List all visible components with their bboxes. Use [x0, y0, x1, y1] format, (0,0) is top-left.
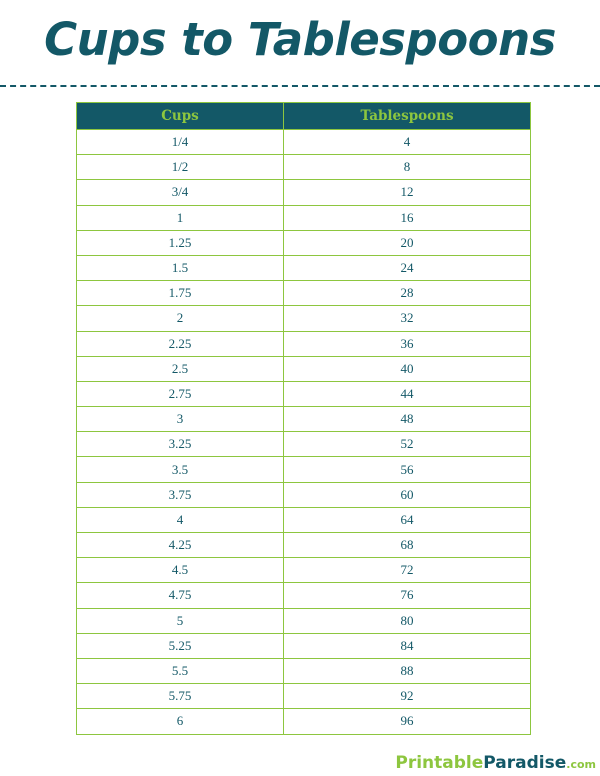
tablespoons-cell: 32 — [284, 306, 531, 331]
tablespoons-cell: 72 — [284, 558, 531, 583]
table-row — [77, 306, 531, 331]
tablespoons-cell: 84 — [284, 633, 531, 658]
tablespoons-cell: 12 — [284, 180, 531, 205]
page-title: Cups to Tablespoons — [44, 13, 556, 66]
tablespoons-cell: 56 — [284, 457, 531, 482]
column-header-cups: Cups — [77, 103, 284, 130]
tablespoons-cell: 88 — [284, 658, 531, 683]
cups-cell: 3/4 — [77, 180, 284, 205]
tablespoons-cell: 64 — [284, 507, 531, 532]
tablespoons-cell: 4 — [284, 130, 531, 155]
tablespoons-cell: 80 — [284, 608, 531, 633]
cups-cell: 1.5 — [77, 255, 284, 280]
cups-cell: 4.5 — [77, 558, 284, 583]
cups-cell: 1 — [77, 205, 284, 230]
cups-cell: 2.75 — [77, 381, 284, 406]
tablespoons-cell: 92 — [284, 684, 531, 709]
column-header-tablespoons: Tablespoons — [284, 103, 531, 130]
brand-text-com: .com — [566, 758, 596, 771]
table-row — [77, 255, 531, 280]
table-row — [77, 331, 531, 356]
tablespoons-cell: 52 — [284, 432, 531, 457]
cups-cell: 4 — [77, 507, 284, 532]
table-body — [77, 130, 531, 735]
table-row — [77, 709, 531, 734]
cups-cell: 4.25 — [77, 533, 284, 558]
table-row — [77, 608, 531, 633]
brand-logo — [395, 752, 596, 776]
table-row — [77, 205, 531, 230]
cups-cell: 5.75 — [77, 684, 284, 709]
tablespoons-cell: 8 — [284, 155, 531, 180]
table-row — [77, 180, 531, 205]
cups-cell: 5 — [77, 608, 284, 633]
table-row — [77, 356, 531, 381]
tablespoons-cell: 16 — [284, 205, 531, 230]
table-row — [77, 482, 531, 507]
table-row — [77, 230, 531, 255]
cups-cell: 3.25 — [77, 432, 284, 457]
table-row — [77, 507, 531, 532]
dashed-divider — [0, 85, 600, 87]
table-row — [77, 407, 531, 432]
tablespoons-cell: 68 — [284, 533, 531, 558]
cups-cell: 3.75 — [77, 482, 284, 507]
brand-text-printable: Printable — [395, 753, 484, 773]
table-row — [77, 684, 531, 709]
tablespoons-cell: 20 — [284, 230, 531, 255]
cups-cell: 2 — [77, 306, 284, 331]
table-row — [77, 658, 531, 683]
table-row — [77, 583, 531, 608]
cups-cell: 5.5 — [77, 658, 284, 683]
conversion-table — [76, 102, 531, 735]
tablespoons-cell: 40 — [284, 356, 531, 381]
table-row — [77, 381, 531, 406]
cups-cell: 1.75 — [77, 281, 284, 306]
tablespoons-cell: 48 — [284, 407, 531, 432]
cups-cell: 1/4 — [77, 130, 284, 155]
cups-cell: 3 — [77, 407, 284, 432]
table-row — [77, 558, 531, 583]
table-row — [77, 155, 531, 180]
table-row — [77, 130, 531, 155]
cups-cell: 2.25 — [77, 331, 284, 356]
tablespoons-cell: 36 — [284, 331, 531, 356]
cups-cell: 2.5 — [77, 356, 284, 381]
tablespoons-cell: 60 — [284, 482, 531, 507]
table-header-row — [77, 103, 531, 130]
table-row — [77, 457, 531, 482]
cups-cell: 1/2 — [77, 155, 284, 180]
tablespoons-cell: 96 — [284, 709, 531, 734]
brand-text-paradise: Paradise — [483, 753, 567, 773]
cups-cell: 4.75 — [77, 583, 284, 608]
tablespoons-cell: 24 — [284, 255, 531, 280]
table-row — [77, 633, 531, 658]
table-row — [77, 533, 531, 558]
tablespoons-cell: 44 — [284, 381, 531, 406]
cups-cell: 5.25 — [77, 633, 284, 658]
table-row — [77, 432, 531, 457]
tablespoons-cell: 76 — [284, 583, 531, 608]
table-row — [77, 281, 531, 306]
cups-cell: 3.5 — [77, 457, 284, 482]
cups-cell: 6 — [77, 709, 284, 734]
tablespoons-cell: 28 — [284, 281, 531, 306]
cups-cell: 1.25 — [77, 230, 284, 255]
